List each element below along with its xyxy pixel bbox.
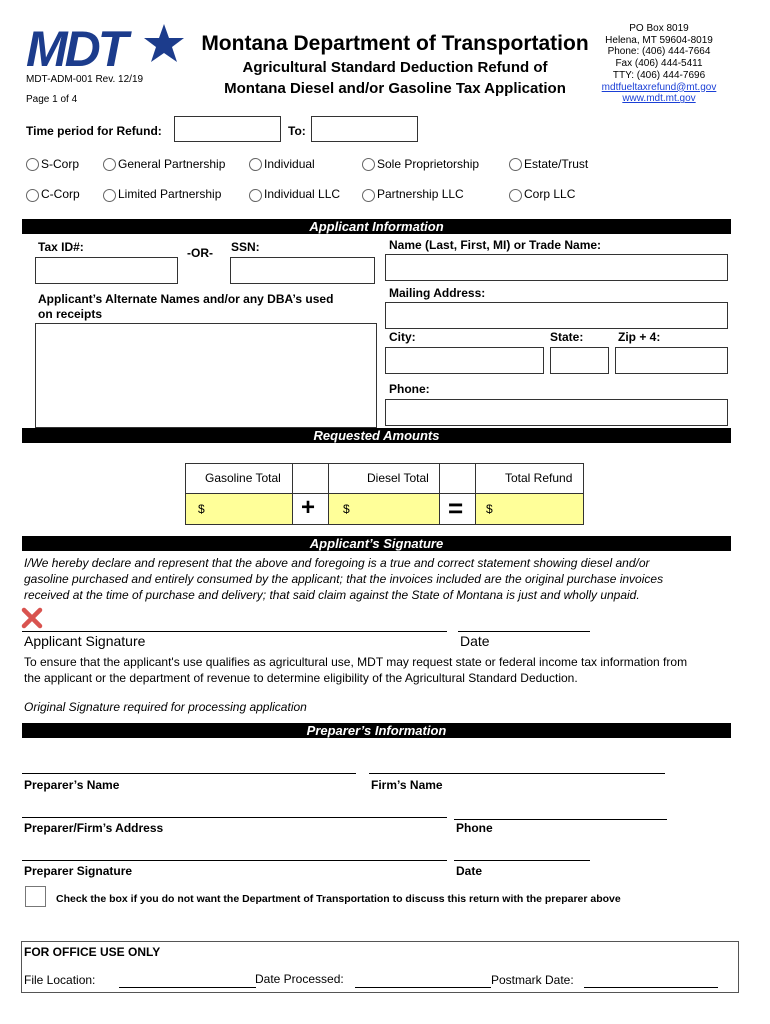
radio-s-corp[interactable] (26, 158, 39, 171)
preparer-address-line[interactable] (22, 817, 447, 818)
alt-names-field[interactable] (35, 323, 377, 428)
preparer-address-label: Preparer/Firm’s Address (24, 821, 164, 835)
postmark-date-line[interactable] (584, 987, 718, 988)
refund-to-field[interactable] (311, 116, 418, 142)
declaration-line-2: gasoline purchased and entirely consumed by the applicant; that the invoices included are the original purchase invoices (24, 572, 664, 586)
applicant-signature-line[interactable] (22, 631, 447, 632)
page-number: Page 1 of 4 (26, 94, 78, 105)
radio-estate-trust-label: Estate/Trust (524, 157, 589, 171)
form-subtitle-1: Agricultural Standard Deduction Refund of (242, 59, 548, 76)
radio-general-partnership[interactable] (103, 158, 116, 171)
mailing-address-label: Mailing Address: (389, 286, 486, 300)
contact-phone: Phone: (406) 444-7664 (607, 46, 711, 58)
po-box: PO Box 8019 (629, 23, 689, 34)
declaration-line-1: I/We hereby declare and represent that the above and foregoing is a true and correct statement showing diesel and/or (24, 556, 650, 570)
requested-amounts-header: Requested Amounts (22, 428, 731, 443)
radio-individual[interactable] (249, 158, 262, 171)
total-refund-label: Total Refund (505, 471, 573, 485)
preparer-signature-label: Preparer Signature (24, 864, 133, 878)
plus-cell (292, 493, 329, 525)
equals-header-cell (439, 463, 476, 493)
equals-sign: = (448, 493, 464, 523)
state-label: State: (550, 330, 584, 344)
zip-label: Zip + 4: (618, 330, 661, 344)
radio-limited-partnership-label: Limited Partnership (118, 187, 222, 201)
plus-header-cell (292, 463, 329, 493)
radio-individual-llc-label: Individual LLC (264, 187, 341, 201)
diesel-currency: $ (343, 502, 350, 516)
original-signature-note: Original Signature required for processing application (24, 700, 307, 714)
contact-city: Helena, MT 59604-8019 (605, 34, 713, 46)
radio-corp-llc-label: Corp LLC (524, 187, 576, 201)
radio-individual-label: Individual (264, 157, 315, 171)
name-label: Name (Last, First, MI) or Trade Name: (389, 238, 602, 252)
tax-id-field[interactable] (35, 257, 178, 284)
preparer-info-header: Preparer’s Information (22, 723, 731, 738)
alt-names-label: Applicant’s Alternate Names and/or any DBA’s used (38, 292, 334, 306)
office-use-title: FOR OFFICE USE ONLY (24, 945, 161, 959)
email-link[interactable]: mdtfueltaxrefund@mt.gov (601, 81, 717, 93)
file-location-line[interactable] (119, 987, 256, 988)
applicant-date-line[interactable] (458, 631, 590, 632)
preparer-name-line[interactable] (22, 773, 356, 774)
total-currency: $ (486, 502, 493, 516)
diesel-total-field[interactable] (328, 493, 440, 525)
mdt-logo (26, 22, 186, 72)
gasoline-total-label: Gasoline Total (205, 471, 281, 485)
ssn-field[interactable] (230, 257, 375, 284)
form-number: MDT-ADM-001 Rev. 12/19 (26, 74, 144, 85)
applicant-date-label: Date (460, 633, 490, 649)
radio-sole-proprietorship-label: Sole Proprietorship (377, 157, 480, 171)
plus-sign: + (301, 494, 316, 521)
radio-corp-llc[interactable] (509, 189, 522, 202)
no-discuss-checkbox-label: Check the box if you do not want the Department of Transportation to discuss this return with the preparer above (56, 893, 621, 905)
zip-field[interactable] (615, 347, 728, 374)
file-location-label: File Location: (24, 973, 96, 987)
firm-name-label: Firm’s Name (371, 778, 443, 792)
radio-limited-partnership[interactable] (103, 189, 116, 202)
city-field[interactable] (385, 347, 544, 374)
name-field[interactable] (385, 254, 728, 281)
applicant-signature-label: Applicant Signature (24, 633, 146, 649)
tax-info-note-1: To ensure that the applicant's use qualifies as agricultural use, MDT may request state or federal income tax information from (24, 655, 688, 669)
total-refund-field[interactable] (475, 493, 584, 525)
radio-partnership-llc-label: Partnership LLC (377, 187, 464, 201)
phone-field[interactable] (385, 399, 728, 426)
ssn-label: SSN: (231, 240, 260, 254)
declaration-line-3: received at the time of purchase and delivery; that said claim against the State of Montana is just and wholly unpaid. (24, 588, 640, 602)
contact-fax: Fax (406) 444-5411 (615, 58, 703, 70)
form-subtitle-2: Montana Diesel and/or Gasoline Tax Application (224, 80, 566, 97)
radio-sole-proprietorship[interactable] (362, 158, 375, 171)
preparer-name-label: Preparer’s Name (24, 778, 120, 792)
radio-c-corp-label: C-Corp (41, 187, 80, 201)
radio-individual-llc[interactable] (249, 189, 262, 202)
contact-block (584, 23, 734, 105)
time-period-to-label: To: (288, 124, 306, 138)
state-field[interactable] (550, 347, 609, 374)
website-link[interactable]: www.mdt.mt.gov (622, 93, 696, 105)
tax-info-note-2: the applicant or the department of revenue to determine eligibility of the Agricultural Standard Deduction. (24, 671, 578, 685)
preparer-phone-line[interactable] (454, 819, 667, 820)
radio-estate-trust[interactable] (509, 158, 522, 171)
date-processed-label: Date Processed: (255, 972, 344, 986)
gasoline-currency: $ (198, 502, 205, 516)
applicant-info-header: Applicant Information (22, 219, 731, 234)
postmark-date-label: Postmark Date: (491, 973, 574, 987)
office-use-box (21, 941, 739, 993)
mailing-address-field[interactable] (385, 302, 728, 329)
date-processed-line[interactable] (355, 987, 491, 988)
phone-label: Phone: (389, 382, 430, 396)
radio-s-corp-label: S-Corp (41, 157, 80, 171)
preparer-date-label: Date (456, 864, 483, 878)
sign-here-icon[interactable] (20, 606, 44, 630)
diesel-total-label: Diesel Total (367, 471, 429, 485)
refund-from-field[interactable] (174, 116, 281, 142)
svg-text:MDT: MDT (26, 22, 126, 72)
city-label: City: (389, 330, 416, 344)
radio-general-partnership-label: General Partnership (118, 157, 226, 171)
contact-tty: TTY: (406) 444-7696 (612, 69, 706, 81)
time-period-label: Time period for Refund: (26, 124, 162, 138)
alt-names-label-2: on receipts (38, 307, 103, 321)
or-label: -OR- (187, 246, 213, 260)
applicant-signature-header: Applicant’s Signature (22, 536, 731, 551)
equals-cell (439, 493, 476, 525)
gasoline-total-field[interactable] (185, 493, 293, 525)
tax-id-label: Tax ID#: (38, 240, 84, 254)
no-discuss-checkbox[interactable] (25, 886, 46, 907)
radio-c-corp[interactable] (26, 189, 39, 202)
radio-partnership-llc[interactable] (362, 189, 375, 202)
firm-name-line[interactable] (369, 773, 665, 774)
preparer-signature-line[interactable] (22, 860, 447, 861)
agency-title: Montana Department of Transportation (201, 32, 589, 55)
preparer-date-line[interactable] (454, 860, 590, 861)
preparer-phone-label: Phone (456, 821, 493, 835)
